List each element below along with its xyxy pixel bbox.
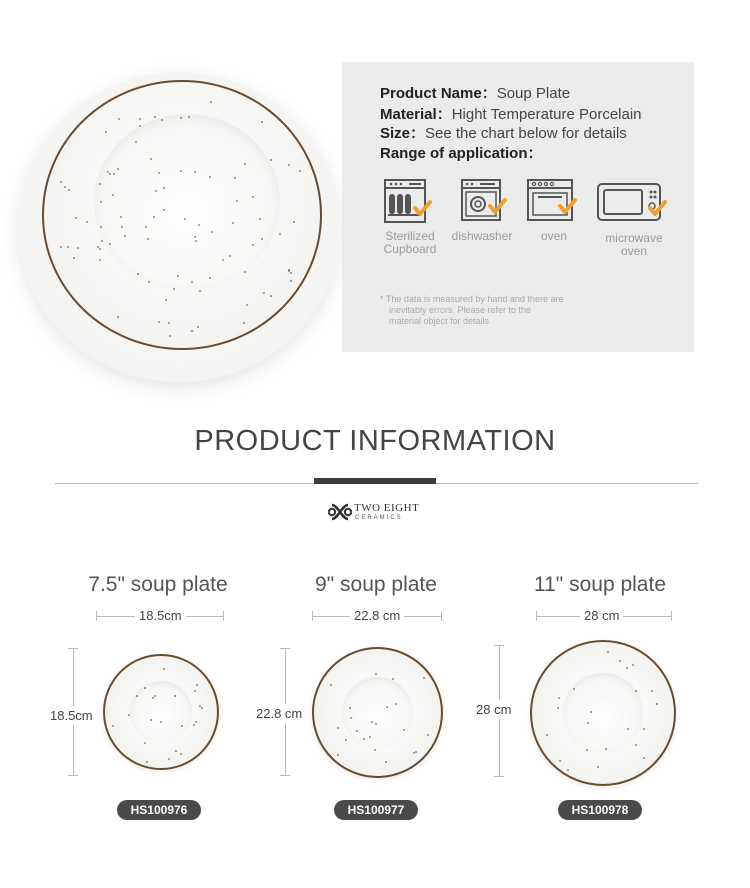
plate-speck <box>120 216 122 218</box>
plate-speck <box>105 131 107 133</box>
plate-speck <box>587 722 589 724</box>
plate-speck <box>198 224 200 226</box>
plate-speck <box>64 186 66 188</box>
app-label-line: Cupboard <box>383 242 437 256</box>
app-label-microwave-oven <box>594 232 674 258</box>
plate-speck <box>188 116 190 118</box>
brand-subtitle: CERAMICS <box>355 515 403 521</box>
note-line: inevitably errors. Please refer to the <box>389 305 532 315</box>
plate-speck <box>415 751 417 753</box>
plate-speck <box>163 187 165 189</box>
plate-speck <box>427 734 429 736</box>
plate-speck <box>619 660 621 662</box>
plate-speck <box>97 246 99 248</box>
plate-speck <box>177 275 179 277</box>
app-label-oven <box>524 230 584 243</box>
note-line: material object for details <box>389 316 490 326</box>
plate-speck <box>626 667 628 669</box>
plate-speck <box>252 244 254 246</box>
plate-speck <box>597 766 599 768</box>
plate-speck <box>375 673 377 675</box>
plate-speck <box>559 760 561 762</box>
hero-plate-well <box>94 114 280 290</box>
app-label-line: oven <box>540 229 568 243</box>
product-name-row <box>380 82 570 103</box>
app-label-line: Sterilized <box>385 229 435 243</box>
sterilized-cupboard-icon <box>383 178 435 226</box>
plate-speck <box>174 695 176 697</box>
plate-speck <box>148 281 150 283</box>
plate-speck <box>201 707 203 709</box>
plate-speck <box>374 749 376 751</box>
plate-speck <box>385 761 387 763</box>
plate-speck <box>154 695 156 697</box>
plate-speck <box>403 729 405 731</box>
plate-speck <box>557 707 559 709</box>
app-label-dishwasher <box>446 230 518 243</box>
range-row <box>380 142 543 163</box>
dishwasher-icon <box>460 178 512 226</box>
plate-speck <box>193 724 195 726</box>
brand-knot-icon <box>328 501 352 523</box>
plate-speck <box>144 742 146 744</box>
plate-speck <box>194 171 196 173</box>
plate-speck <box>293 221 295 223</box>
plate-speck <box>195 721 197 723</box>
app-label-sterilized-cupboard <box>378 230 442 256</box>
plate-speck <box>337 727 339 729</box>
microwave-oven-icon <box>596 178 670 226</box>
width-label: 22.8 cm <box>350 608 404 623</box>
plate-speck <box>77 247 79 249</box>
plate-speck <box>337 754 339 756</box>
plate-speck <box>160 721 162 723</box>
app-label-line: dishwasher <box>451 229 513 243</box>
plate-speck <box>651 690 653 692</box>
plate-speck <box>299 170 301 172</box>
plate-speck <box>252 196 254 198</box>
plate-speck <box>168 322 170 324</box>
product-code-badge: HS100978 <box>558 800 642 820</box>
plate-speck <box>290 272 292 274</box>
plate-speck <box>635 690 637 692</box>
note-line: * The data is measured by hand and there are <box>380 294 564 304</box>
plate-speck <box>146 761 148 763</box>
plate-speck <box>194 690 196 692</box>
plate-speck <box>375 723 377 725</box>
plate-speck <box>290 280 292 282</box>
plate-image <box>103 654 219 770</box>
plate-speck <box>635 744 637 746</box>
plate-speck <box>194 236 196 238</box>
size-value: See the chart below for details <box>425 125 627 142</box>
plate-speck <box>155 190 157 192</box>
plate-speck <box>627 728 629 730</box>
plate-speck <box>246 304 248 306</box>
height-label: 22.8 cm <box>256 706 303 721</box>
plate-speck <box>259 218 261 220</box>
plate-speck <box>175 750 177 752</box>
plate-speck <box>632 664 634 666</box>
product-name-value: Soup Plate <box>496 85 571 102</box>
plate-speck <box>261 238 263 240</box>
plate-speck <box>199 705 201 707</box>
plate-image <box>312 647 443 778</box>
plate-speck <box>567 769 569 771</box>
plate-speck <box>270 159 272 161</box>
size-label: Size： <box>380 125 426 142</box>
plate-speck <box>152 697 154 699</box>
plate-speck <box>158 172 160 174</box>
brand-name: TWO EIGHT <box>354 502 420 514</box>
brand-logo <box>328 499 428 525</box>
plate-speck <box>124 235 126 237</box>
plate-speck <box>586 749 588 751</box>
plate-speck <box>191 330 193 332</box>
product-title: 9" soup plate <box>315 573 437 596</box>
plate-speck <box>109 243 111 245</box>
plate-speck <box>330 684 332 686</box>
plate-speck <box>161 119 163 121</box>
width-label: 18.5cm <box>135 608 186 623</box>
plate-speck <box>643 728 645 730</box>
product-title: 7.5" soup plate <box>88 573 228 596</box>
material-value: Hight Temperature Porcelain <box>451 106 642 123</box>
oven-icon <box>526 178 582 226</box>
plate-speck <box>75 217 77 219</box>
plate-speck <box>99 248 101 250</box>
plate-speck <box>158 321 160 323</box>
height-label: 28 cm <box>476 702 512 717</box>
product-info-panel <box>342 62 694 352</box>
plate-speck <box>153 216 155 218</box>
plate-speck <box>195 240 197 242</box>
plate-speck <box>211 231 213 233</box>
app-label-line: oven <box>620 244 648 258</box>
product-code-badge: HS100976 <box>117 800 201 820</box>
plate-speck <box>150 158 152 160</box>
plate-speck <box>558 697 560 699</box>
width-label: 28 cm <box>580 608 623 623</box>
product-title: 11" soup plate <box>534 573 666 596</box>
product-name-label: Product Name： <box>380 85 497 102</box>
plate-speck <box>163 668 165 670</box>
range-label: Range of application： <box>380 145 543 162</box>
section-title: PRODUCT INFORMATION <box>194 425 556 457</box>
plate-speck <box>196 684 198 686</box>
app-label-line: microwave <box>605 231 663 245</box>
plate-speck <box>345 739 347 741</box>
plate-speck <box>60 181 62 183</box>
plate-speck <box>180 753 182 755</box>
material-row <box>380 103 642 124</box>
plate-speck <box>209 176 211 178</box>
plate-speck <box>168 758 170 760</box>
plate-speck <box>656 703 658 705</box>
product-code-badge: HS100977 <box>334 800 418 820</box>
plate-speck <box>112 725 114 727</box>
plate-speck <box>169 335 171 337</box>
divider-accent-bar <box>314 478 436 484</box>
plate-speck <box>413 752 415 754</box>
height-label: 18.5cm <box>50 708 93 723</box>
plate-speck <box>243 322 245 324</box>
plate-speck <box>139 118 141 120</box>
plate-speck <box>135 141 137 143</box>
plate-image <box>530 640 676 786</box>
plate-speck <box>113 173 115 175</box>
plate-speck <box>423 677 425 679</box>
size-row <box>380 122 627 143</box>
plate-speck <box>121 226 123 228</box>
measurement-note <box>380 294 610 327</box>
plate-speck <box>181 725 183 727</box>
plate-speck <box>154 116 156 118</box>
plate-speck <box>607 651 609 653</box>
plate-speck <box>643 757 645 759</box>
plate-speck <box>197 326 199 328</box>
plate-speck <box>222 259 224 261</box>
material-label: Material： <box>380 106 452 123</box>
plate-speck <box>546 734 548 736</box>
